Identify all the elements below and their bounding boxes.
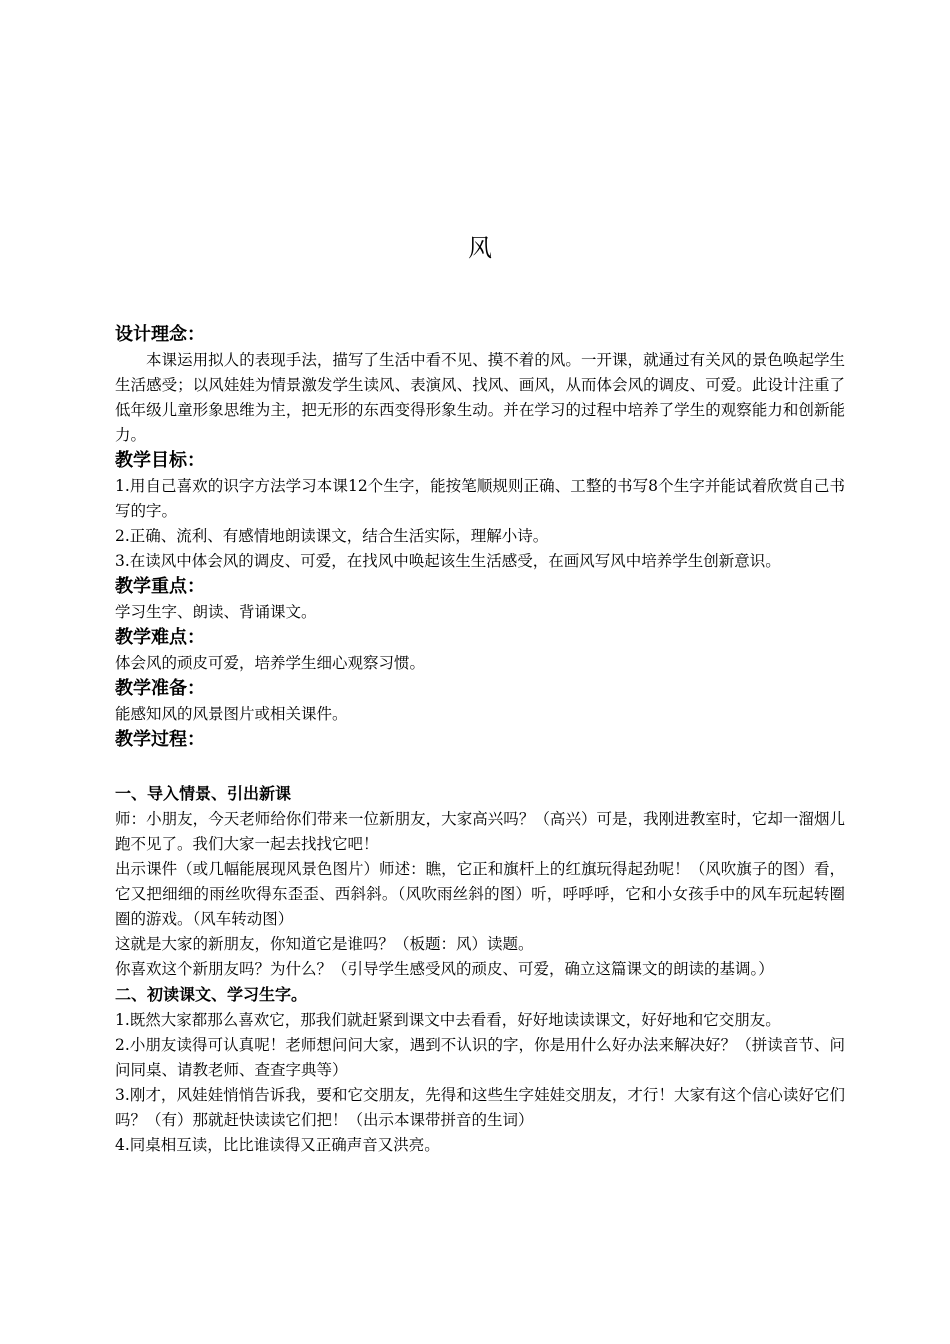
part1-paragraph-2: 出示课件（或几幅能展现风景色图片）师述：瞧，它正和旗杆上的红旗玩得起劲呢！（风吹旗子的图）看，它又把细细的雨丝吹得东歪歪、西斜斜。（风吹雨丝斜的图）听，呼呼呼，它和小女孩手中的风车玩起转圈圈的游戏。（风车转动图） xyxy=(115,860,845,928)
difficulty-text: 体会风的顽皮可爱，培养学生细心观察习惯。 xyxy=(115,654,426,672)
part2-heading: 二、初读课文、学习生字。 xyxy=(115,985,308,1004)
part2-paragraph-2: 2.小朋友读得可认真呢！老师想问问大家，遇到不认识的字，你是用什么好办法来解决好？（拼读音节、问问同桌、请教老师、查查字典等） xyxy=(115,1036,845,1079)
document-body xyxy=(115,322,845,1158)
prep-text: 能感知风的风景图片或相关课件。 xyxy=(115,705,348,723)
part1-heading: 一、导入情景、引出新课 xyxy=(115,784,292,803)
goal-item-3: 3.在读风中体会风的调皮、可爱，在找风中唤起该生生活感受，在画风写风中培养学生创新意识。 xyxy=(115,552,781,570)
key-heading: 教学重点： xyxy=(115,576,205,597)
part2-paragraph-1: 1.既然大家都那么喜欢它，那我们就赶紧到课文中去看看，好好地读读课文，好好地和它交朋友。 xyxy=(115,1011,781,1029)
goal-item-2: 2.正确、流利、有感情地朗读课文，结合生活实际，理解小诗。 xyxy=(115,527,549,545)
goals-heading: 教学目标： xyxy=(115,450,205,471)
part1-paragraph-1: 师：小朋友，今天老师给你们带来一位新朋友，大家高兴吗？（高兴）可是，我刚进教室时，它却一溜烟儿跑不见了。我们大家一起去找找它吧！ xyxy=(115,810,845,853)
design-heading: 设计理念： xyxy=(115,324,205,345)
part2-paragraph-3: 3.刚才，风娃娃悄悄告诉我，要和它交朋友，先得和这些生字娃娃交朋友，才行！大家有这个信心读好它们吗？（有）那就赶快读读它们把！（出示本课带拼音的生词） xyxy=(115,1086,845,1129)
part1-paragraph-3: 这就是大家的新朋友，你知道它是谁吗？（板题：风）读题。 xyxy=(115,935,534,953)
key-text: 学习生字、朗读、背诵课文。 xyxy=(115,603,317,621)
section-spacer xyxy=(115,753,845,781)
part2-paragraph-4: 4.同桌相互读，比比谁读得又正确声音又洪亮。 xyxy=(115,1136,440,1154)
prep-heading: 教学准备： xyxy=(115,678,205,699)
document-title: 风 xyxy=(468,234,492,262)
part1-paragraph-4: 你喜欢这个新朋友吗？为什么？（引导学生感受风的顽皮、可爱，确立这篇课文的朗读的基调。） xyxy=(115,960,774,978)
design-text: 本课运用拟人的表现手法，描写了生活中看不见、摸不着的风。一开课，就通过有关风的景色唤起学生生活感受；以风娃娃为情景激发学生读风、表演风、找风、画风，从而体会风的调皮、可爱。此设计注重了低年级儿童形象思维为主，把无形的东西变得形象生动。并在学习的过程中培养了学生的观察能力和创新能力。 xyxy=(115,351,845,444)
difficulty-heading: 教学难点： xyxy=(115,627,205,648)
goal-item-1: 1.用自己喜欢的识字方法学习本课12个生字，能按笔顺规则正确、工整的书写8个生字并能试着欣赏自己书写的字。 xyxy=(115,477,845,520)
process-heading: 教学过程： xyxy=(115,729,205,750)
